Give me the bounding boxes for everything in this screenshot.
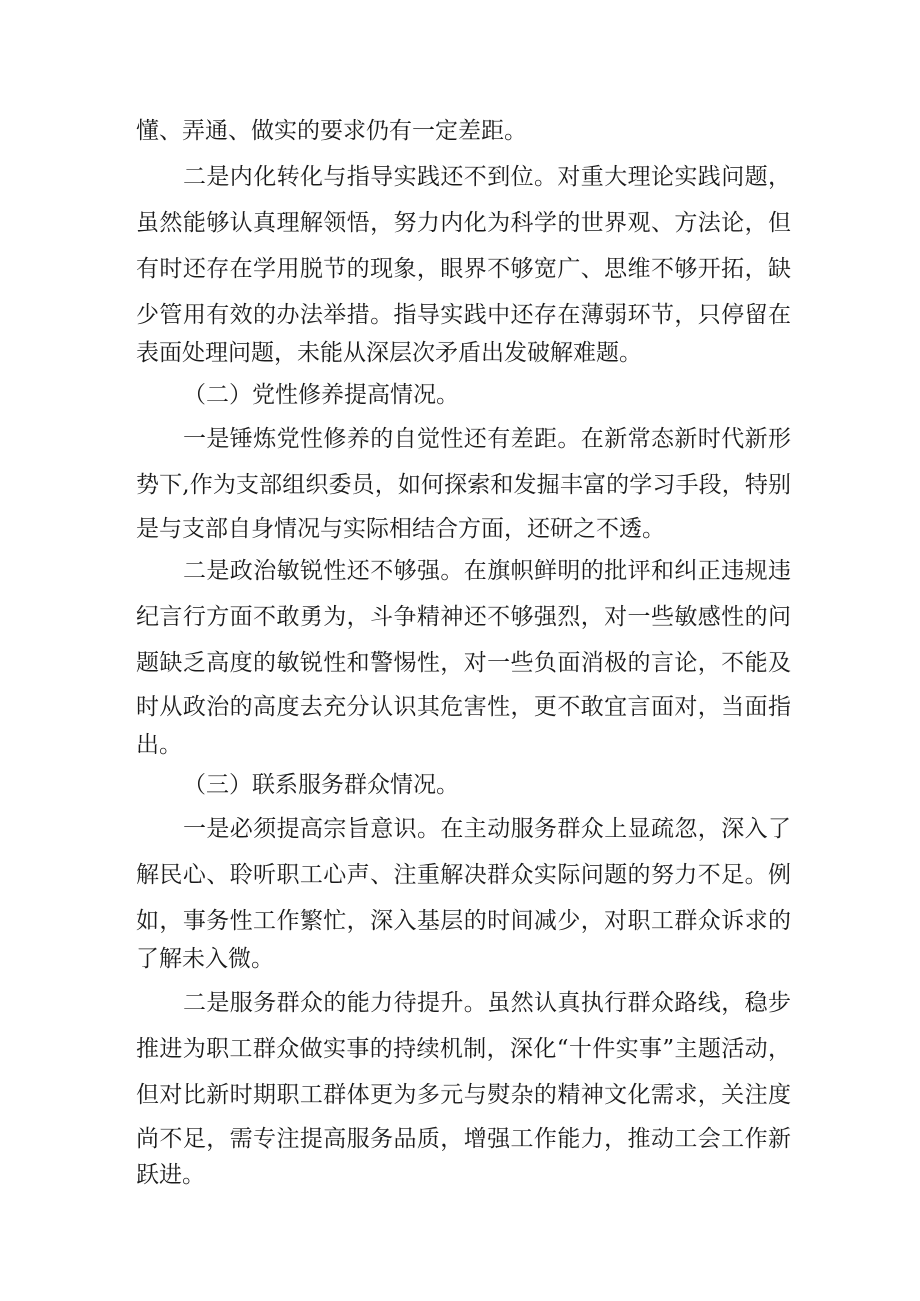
text-line-21: 二是服务群众的能力待提升。虽然认真执行群众路线，稳步 xyxy=(183,990,791,1016)
section-heading-3: （三）联系服务群众情况。 xyxy=(183,772,459,798)
text-line-8: 一是锤炼党性修养的自觉性还有差距。在新常态新时代新形 xyxy=(183,426,791,452)
text-line-23: 但对比新时期职工群体更为多元与熨杂的精神文化需求，关注度 xyxy=(136,1082,791,1108)
section-heading-2: （二）党性修养提高情况。 xyxy=(183,382,459,408)
text-line-11: 二是政治敏锐性还不够强。在旗帜鲜明的批评和纠正违规违 xyxy=(183,558,791,584)
text-line-24: 尚不足，需专注提高服务品质，增强工作能力，推动工会工作新 xyxy=(136,1126,791,1152)
text-line-17: 一是必须提高宗旨意识。在主动服务群众上显疏忽，深入了 xyxy=(183,816,791,842)
text-line-19: 如，事务性工作繁忙，深入基层的时间减少，对职工群众诉求的 xyxy=(136,908,791,934)
text-line-9: 势下,作为支部组织委员，如何探索和发掘丰富的学习手段，特别 xyxy=(136,472,791,498)
text-line-2: 二是内化转化与指导实践还不到位。对重大理论实践问题， xyxy=(183,164,791,190)
text-line-14: 时从政治的高度去充分认识其危害性，更不敢宜言面对，当面指 xyxy=(136,694,791,720)
text-line-10: 是与支部自身情况与实际相结合方面，还研之不透。 xyxy=(136,516,665,542)
text-line-12: 纪言行方面不敢勇为，斗争精神还不够强烈，对一些敏感性的问 xyxy=(136,604,791,630)
text-line-4: 有时还存在学用脱节的现象，眼界不够宽广、思维不够开拓，缺 xyxy=(136,256,791,282)
text-line-6: 表面处理问题，未能从深层次矛盾出发破解难题。 xyxy=(136,340,642,366)
text-line-22: 推进为职工群众做实事的持续机制，深化“十件实事”主题活动， xyxy=(136,1036,791,1062)
text-line-13: 题缺乏高度的敏锐性和警惕性，对一些负面消极的言论，不能及 xyxy=(136,650,791,676)
text-line-20: 了解未入微。 xyxy=(136,946,274,972)
text-line-3: 虽然能够认真理解领悟，努力内化为科学的世界观、方法论，但 xyxy=(136,210,791,236)
text-line-1: 懂、弄通、做实的要求仍有一定差距。 xyxy=(136,118,527,144)
text-line-18: 解民心、聆听职工心声、注重解决群众实际问题的努力不足。例 xyxy=(136,862,791,888)
text-line-5: 少管用有效的办法举措。指导实践中还存在薄弱环节，只停留在 xyxy=(136,302,791,328)
text-line-25: 跃进。 xyxy=(136,1162,205,1188)
text-line-15: 出。 xyxy=(136,732,182,758)
